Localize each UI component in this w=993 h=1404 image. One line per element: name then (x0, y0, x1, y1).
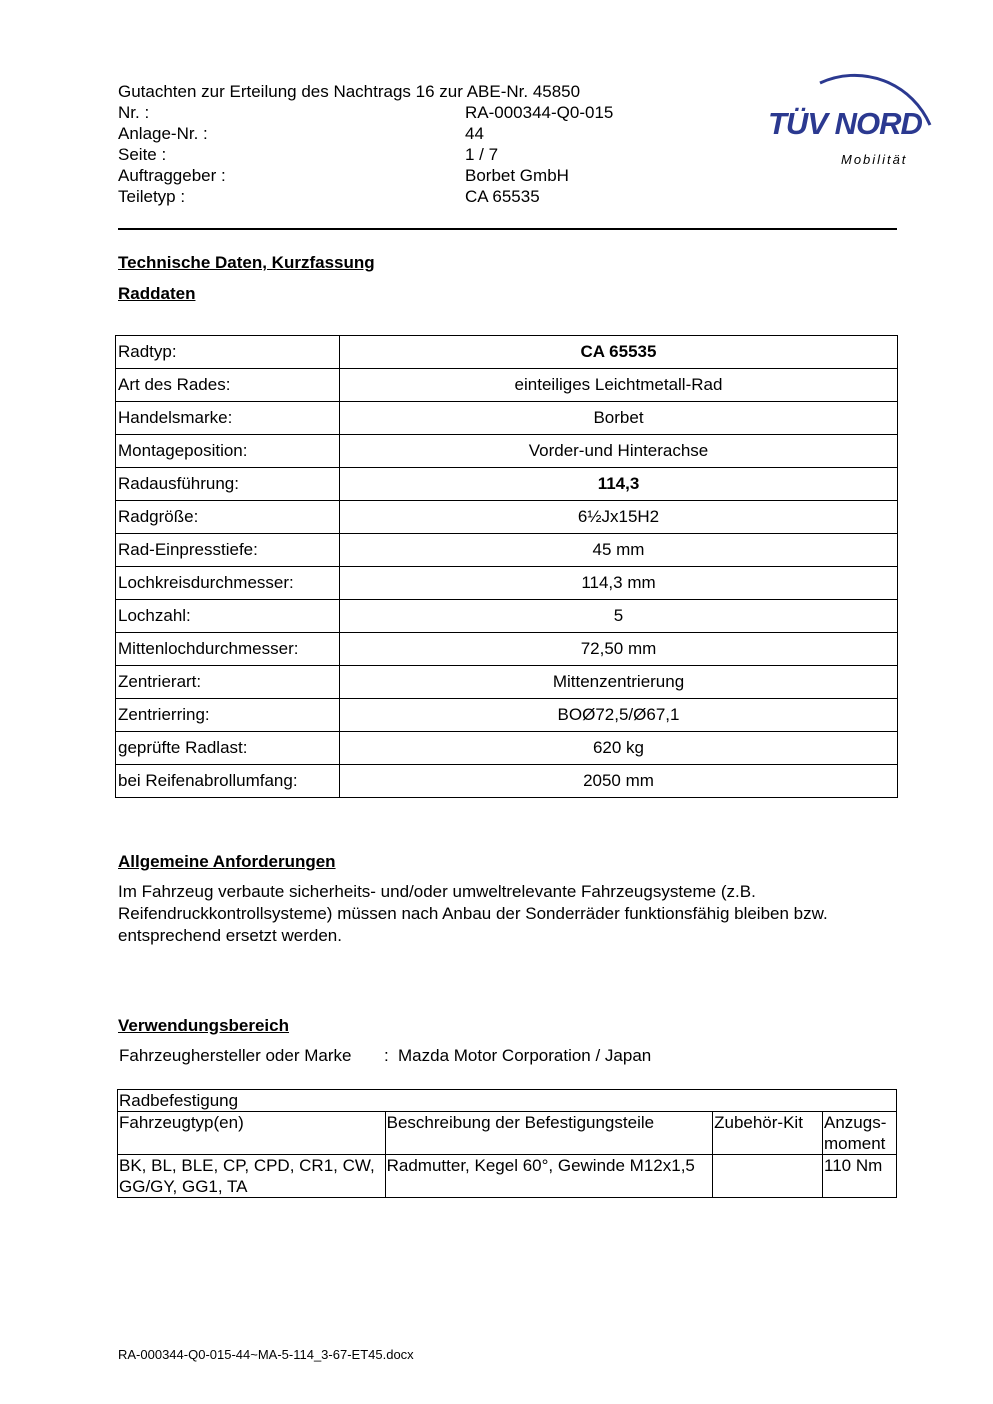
row-value: 72,50 mm (340, 633, 898, 666)
row-value: 2050 mm (340, 765, 898, 798)
manufacturer-separator: : (384, 1046, 389, 1065)
vehicle-types: BK, BL, BLE, CP, CPD, CR1, CW, GG/GY, GG1, TA (118, 1155, 386, 1198)
table-row (116, 699, 898, 732)
row-value: Vorder-und Hinterachse (340, 435, 898, 468)
table-row (116, 666, 898, 699)
table-title: Radbefestigung (118, 1090, 897, 1112)
table-row (116, 435, 898, 468)
header-value: 1 / 7 (465, 145, 499, 164)
row-label: Zentrierart: (116, 666, 340, 699)
section-heading-raddaten: Raddaten (118, 284, 196, 303)
header-label: Auftraggeber : (118, 166, 226, 185)
manufacturer-value: Mazda Motor Corporation / Japan (398, 1046, 652, 1065)
header-row-teiletyp (118, 186, 540, 207)
row-label: Mittenlochdurchmesser: (116, 633, 340, 666)
table-row (116, 336, 898, 369)
column-header: Fahrzeugtyp(en) (118, 1112, 386, 1155)
row-value: Borbet (340, 402, 898, 435)
row-value: 5 (340, 600, 898, 633)
section-heading-verwendung: Verwendungsbereich (118, 1016, 289, 1035)
allgemein-paragraph: Im Fahrzeug verbaute sicherheits- und/oder umweltrelevante Fahrzeugsysteme (z.B. Reifendruckkontrollsysteme) müssen nach Anbau der Sonderräder funktionsfähig bleiben bzw. entsprechend ersetzt werden. (118, 882, 828, 945)
row-label: Radgröße: (116, 501, 340, 534)
header-label: Anlage-Nr. : (118, 124, 208, 143)
table-row (116, 600, 898, 633)
fastener-description: Radmutter, Kegel 60°, Gewinde M12x1,5 (385, 1155, 712, 1198)
header-label: Nr. : (118, 103, 150, 122)
row-value: 6½Jx15H2 (340, 501, 898, 534)
table-row (116, 369, 898, 402)
table-row (118, 1155, 897, 1198)
row-label: Rad-Einpresstiefe: (116, 534, 340, 567)
table-header-row (118, 1112, 897, 1155)
header-row-auftraggeber (118, 165, 569, 186)
row-value: 45 mm (340, 534, 898, 567)
row-label: Handelsmarke: (116, 402, 340, 435)
logo-wordmark: TÜV NORD (768, 106, 922, 141)
header-value: CA 65535 (465, 187, 540, 206)
footer-filename: RA-000344-Q0-015-44~MA-5-114_3-67-ET45.docx (118, 1347, 414, 1362)
table-row (116, 765, 898, 798)
table-row (116, 534, 898, 567)
header-value: RA-000344-Q0-015 (465, 103, 614, 122)
radbefestigung-table (117, 1089, 897, 1198)
row-value: Mittenzentrierung (340, 666, 898, 699)
header-row-seite (118, 144, 499, 165)
header-divider (118, 228, 897, 230)
header-row-anlage (118, 123, 484, 144)
wheel-data-table (115, 335, 898, 798)
logo-subtitle: Mobilität (841, 152, 908, 167)
table-row (116, 732, 898, 765)
row-label: Art des Rades: (116, 369, 340, 402)
row-label: Lochzahl: (116, 600, 340, 633)
row-label: Zentrierring: (116, 699, 340, 732)
row-label: Montageposition: (116, 435, 340, 468)
row-label: Radausführung: (116, 468, 340, 501)
row-value: BOØ72,5/Ø67,1 (340, 699, 898, 732)
header-value: Borbet GmbH (465, 166, 569, 185)
table-row (116, 567, 898, 600)
column-header-text: Anzugs- moment (824, 1113, 887, 1153)
row-label: geprüfte Radlast: (116, 732, 340, 765)
table-row (116, 501, 898, 534)
table-row (116, 468, 898, 501)
accessory-kit (713, 1155, 823, 1198)
column-header (823, 1112, 897, 1155)
row-value: 620 kg (340, 732, 898, 765)
header-row-nr (118, 102, 614, 123)
table-title-row (118, 1090, 897, 1112)
header-label: Teiletyp : (118, 187, 186, 206)
table-row (116, 402, 898, 435)
torque-value: 110 Nm (823, 1155, 897, 1198)
column-header: Zubehör-Kit (713, 1112, 823, 1155)
section-heading-tech: Technische Daten, Kurzfassung (118, 253, 375, 272)
row-value: 114,3 (340, 468, 898, 501)
section-heading-allgemein: Allgemeine Anforderungen (118, 852, 336, 871)
manufacturer-label: Fahrzeughersteller oder Marke (119, 1046, 352, 1065)
row-value: 114,3 mm (340, 567, 898, 600)
row-label: Lochkreisdurchmesser: (116, 567, 340, 600)
header-value: 44 (465, 124, 484, 143)
row-label: bei Reifenabrollumfang: (116, 765, 340, 798)
header-label: Seite : (118, 145, 167, 164)
row-label: Radtyp: (116, 336, 340, 369)
table-row (116, 633, 898, 666)
row-value: CA 65535 (340, 336, 898, 369)
row-value: einteiliges Leichtmetall-Rad (340, 369, 898, 402)
document-title: Gutachten zur Erteilung des Nachtrags 16 zur ABE-Nr. 45850 (118, 82, 581, 101)
column-header: Beschreibung der Befestigungsteile (385, 1112, 712, 1155)
